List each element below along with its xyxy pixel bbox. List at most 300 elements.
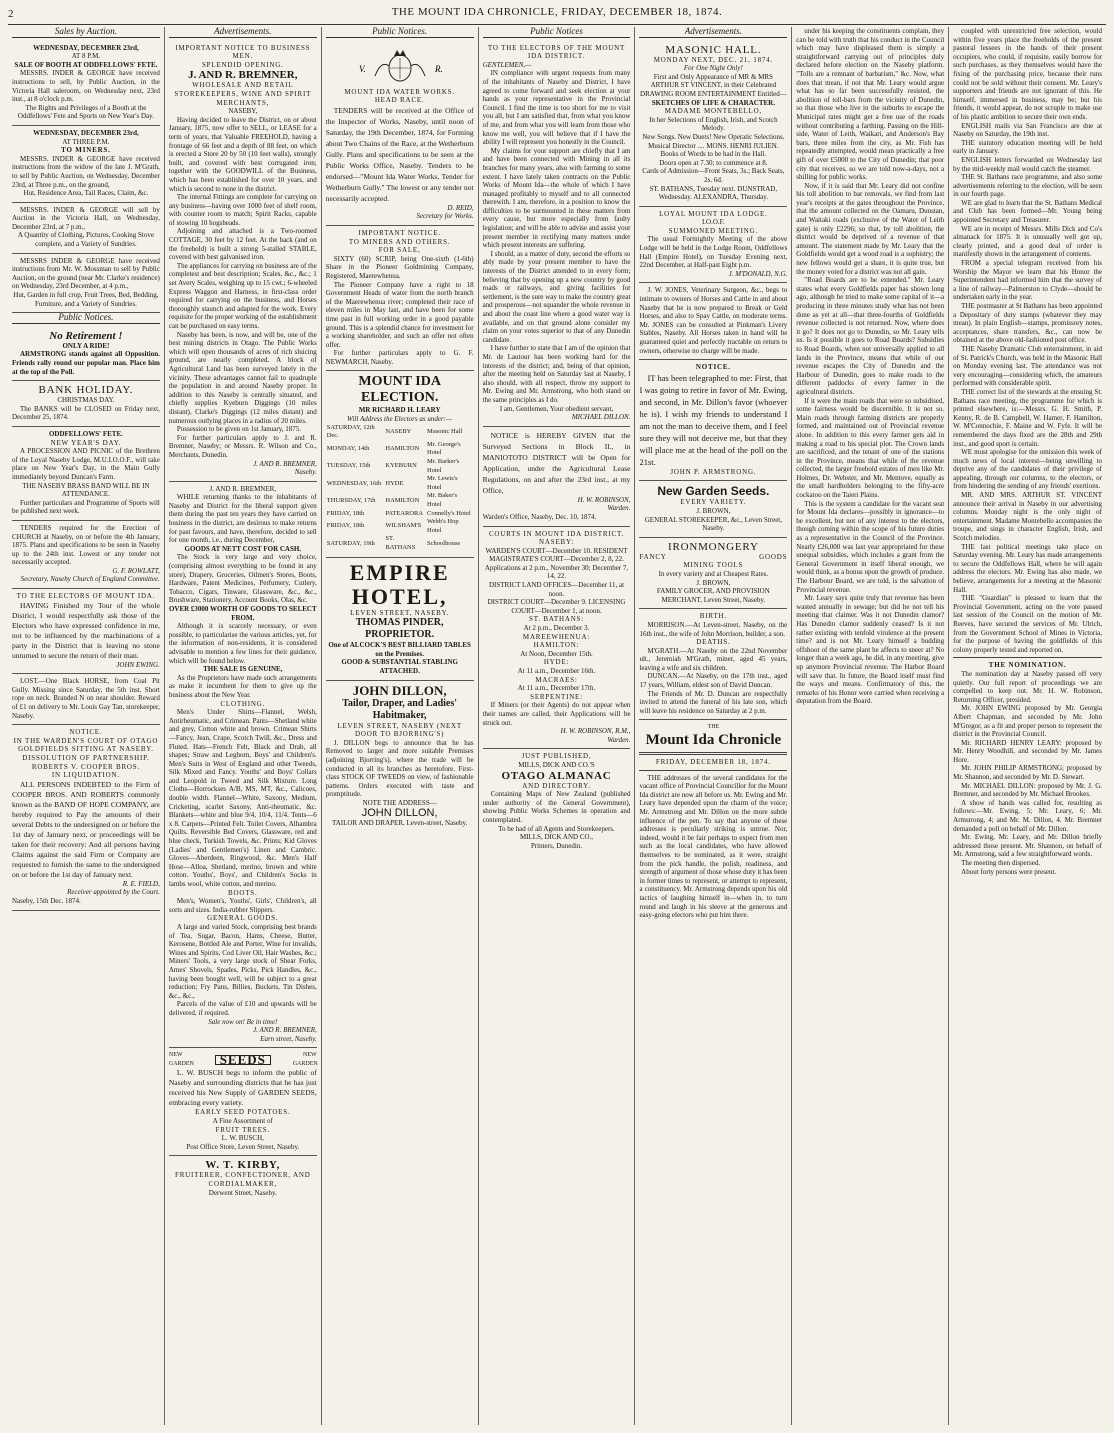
nomination-entry: Mr. JOHN PHILIP ARMSTRONG; proposed by Mr. Shannon, and seconded by Mr. D. Stewart.: [953, 764, 1103, 782]
ad-title: IRONMONGERY: [668, 540, 759, 553]
ad-note: In every variety and at Cheapest Rates.: [658, 569, 769, 578]
church-tender-ad: [12, 521, 160, 589]
meeting-date: FRIDAY, 18th: [326, 522, 365, 530]
column-1: [8, 27, 165, 1425]
sale-body: MESSRS. INDER & GEORGE have received instructions to sell, by Public Auction, in the Victoria Hall saleroom, on Wednesday next, 23rd inst., at 8 o'clock p.m.: [12, 69, 160, 104]
banner-left: NEW GARDEN: [168, 1052, 194, 1067]
ad-body: TENDERS required for the Erection of CHURCH at Naseby, on or before the 4th January, 1875. Plans and specifications to be seen in Naseby up to the 24th inst. Lowest or any tender not necessarily accepted.: [12, 523, 160, 567]
meeting-venue: Mr. Baker's Hotel: [427, 492, 458, 508]
liquidation-label: IN LIQUIDATION.: [51, 771, 120, 780]
columns: [8, 27, 1106, 1425]
ad-subtitle: MINING TOOLS: [683, 561, 744, 570]
ad-body: IN compliance with urgent requests from many of the inhabitants of Naseby and District, I have agreed to come forward and seek election at your hands as your representative in the Provincial Council. I find the time is too short for me to visit you all, but I am satisfied that, from what you know of me, and from what you will learn from those who know me well, you will believe that if I have the ability I will represent you honestly in the Council.: [482, 69, 631, 147]
booth-sale-ad: [12, 41, 160, 126]
seeds-banner: [169, 1051, 317, 1068]
court-place: HYDE:: [543, 658, 570, 667]
court-place: ST. BATHANS:: [529, 615, 584, 624]
bank-holiday-ad: [12, 381, 160, 427]
signature: G. F. ROWLATT,: [112, 566, 160, 575]
birth-heading: BIRTH.: [699, 612, 727, 621]
ad-body: Doors open at 7.30; to commence at 8.: [659, 158, 768, 167]
scrip-sale-ad: [326, 226, 474, 372]
court-times: DISTRICT COURT—December 9. LICENSING COURT—December 1, at noon.: [487, 598, 626, 615]
closing: I am, Gentlemen, Your obedient servant,: [499, 404, 614, 413]
news-item: WE are in receipt of Messrs. Mills Dick and Co's almanack for 1875. It is unusually well got up, clearly printed, and a good deal of order is manifestly shown in the arrangement of contents.: [953, 224, 1103, 259]
section-heading: Public Notices.: [12, 313, 160, 324]
news-item: THE St. Bathans race programme, and also some advertisements referring to the election, will be seen in our fourth page.: [953, 173, 1103, 199]
firm-name: MILLS, DICK AND CO.'S: [518, 760, 595, 769]
meeting-row: [326, 441, 474, 458]
ad-title: OTAGO ALMANAC: [501, 769, 612, 782]
ad-subtitle: TO MINERS AND OTHERS.: [348, 237, 451, 246]
notice-date: Naseby, 15th Dec. 1874.: [12, 896, 81, 905]
ad-title: TO THE ELECTORS OF MOUNT IDA.: [16, 592, 156, 601]
ad-body: HAVING Finished my Tour of the whole District, I would respectfully ask those of the Electors who have expressed confidence in me, not to be influenced by the machinations of a party in the District that is leaving no stone unturned to secure the return of their man.: [12, 600, 160, 660]
salutation: GENTLEMEN,—: [482, 60, 532, 69]
ad-body: TENDERS will be received at the Office of the Inspector of Works, Naseby, until noon of Saturday, the 19th December, 1874, for Forming about Two Chains of the Race, at the Wetherburn Gully. Plans and specifications to be seen at the Public Works Office, Naseby. Tenders to be endorsed—"Mount Ida Water Works, Tender for Wetherburn Gully." The lowest or any tender not necessarily accepted.: [325, 105, 474, 203]
signature-title: Secretary for Works.: [416, 212, 474, 221]
ad-body: ALL PERSONS INDEBTED to the Firm of COOPER BROS. AND ROBERTS commonly known as the BAND OF HOPE COMPANY, are hereby required to Pay the amounts of their several Debts to the undersigned on or before the 1st day of January next, or proceedings will be taken for their recovery: And all persons having Claims against the said Firm or Company are requested to furnish the same to the undersigned on or before the 1st day of January next.: [12, 779, 160, 879]
ad-title: IMPORTANT NOTICE.: [358, 228, 441, 237]
section-heading: Public Notices: [483, 27, 631, 38]
meeting-row: [326, 510, 474, 519]
ad-note: For One Night Only!: [683, 64, 743, 73]
firm-address: LEVEN STREET, NASEBY (NEXT DOOR TO BJORRING'S): [337, 721, 462, 739]
masthead-the: THE: [707, 724, 720, 731]
editorial-body: "Road Boards are to be extended." Mr. Leary states what every Goldfields paper has shown long ago, although he tried to make some capital of it—a producing in three minutes study what has not been done as yet at all—that three-fourths of Goldfields revenue collected is not returned. Now, where does it go? It does not go to Dunedin, so Mr. Leary tells us. Is it possible it goes to Road Boards? Subsidies to Road Boards, when not universally applied to all lands in the Province, means that while of our revenue escapes the City of Dunedin and the Harbour of Dunedin, goes to make roads to the different paddocks of every farmer in the agricultural districts.: [796, 276, 945, 396]
meeting-venue: Mr. George's Hotel: [427, 440, 461, 457]
court-times: At 11 a.m., December 17th.: [517, 684, 596, 693]
signature-title: Printers, Dunedin.: [530, 841, 583, 850]
ad-title: IMPORTANT NOTICE TO BUSINESS MEN.: [175, 43, 311, 61]
paper-title: Mount Ida Chronicle: [645, 732, 782, 749]
editorial-body: THE addresses of the several candidates for the vacant office of Provincial Councillor for the Mount Ida district are now all before us. Mr. Ewing and Mr. Leary have depended upon the charm of the voice; Mr. Armstrong and Mr. Dillon on the more subtle influence of the pen. To say that anyone of these addresses is peculiarly striking is untrue. Nor, indeed, would it be fair perhaps to expect from men such as the local candidates, who have allowed themselves to be nominated, as it were, straight from the pick handle, the polish, readiness, and strength of argument of those whose duty it has been in former times to represent, or attempt to represent, a constituency. Mr. Armstrong depends upon his old tactics of laughing himself in—when in, to turn round and laugh in his sleeve at the generous and easy-going electors who put him there.: [639, 773, 788, 920]
page-number: 2: [8, 8, 14, 20]
sale-items: The Rights and Privileges of a Booth at the Oddfellows' Fete and Sports on New Year's Day.: [17, 103, 154, 121]
court-place: MACRAES:: [535, 675, 578, 684]
ad-body: New Songs. New Duets! New Operatic Selections.: [642, 132, 785, 141]
firm-name: J. BROWN,: [696, 578, 731, 587]
firm-description: FAMILY GROCER, AND PROVISION MERCHANT, Leven Street, Naseby.: [656, 587, 770, 604]
signature-town: Naseby.: [294, 468, 317, 477]
ad-body: The usual Fortnightly Meeting of the above Lodge will be held in the Lodge Room, Oddfellows Hall (Empire Hotel), on Tuesday Evening next, 22nd December, at Half-past Eight p.m.: [639, 235, 788, 270]
death-entry: M'GRATH.—At Naseby on the 22nd November ult., Jeremiah M'Grath, miner, aged 45 years, leaving a wife and six children.: [639, 646, 788, 672]
news-item: THE "Guardian" is pleased to learn that the Provincial Government, acting on the vote passed last session of the Council on the motion of Mr. Reeves, have secured the services of Mr. Ulrich, from the Government School of Mines in Victoria, for the purpose of having the goldfields of this colony properly tested and reported on.: [953, 594, 1103, 654]
signature: J. AND R. BREMNER,: [253, 459, 317, 468]
ad-subtitle: Will Address the Electors as under:—: [347, 415, 453, 424]
funeral-notice: The Friends of Mr. D. Duncan are respectfully invited to attend the funeral of his late son, which will leave his residence on Saturday at 2 p.m.: [639, 689, 788, 715]
ad-body: Musical Director .... MONS. HENRI JULIEN.: [648, 141, 779, 150]
ad-body: If Miners (or their Agents) do not appear when their names are called, their Applications will be struck out.: [482, 701, 631, 727]
firm-name: J. BROWN,: [696, 506, 731, 515]
ad-heading: CLOTHING.: [220, 699, 266, 708]
firm-description: FRUITERER, CONFECTIONER, AND CORDIALMAKER,: [175, 1171, 311, 1189]
ad-subtitle: HEAD RACE.: [374, 96, 425, 105]
ad-body: SIXTY (60) SCRIP, being One-sixth (1-6th) Share in the Pioneer Goldmining Company, Registered, Maerewhenua.: [325, 254, 474, 280]
ad-body: L. W. BUSCH begs to inform the public of Naseby and surrounding districts that he has just received his New Supply of GARDEN SEEDS, embracing every variety.: [168, 1068, 317, 1108]
meeting-venue: Mr. Barker's Hotel: [427, 458, 460, 474]
meeting-place: HAMILTON: [385, 496, 420, 504]
ad-body: The Pioneer Company have a right to 18 Government Heads of water from the north branch of the Maerewhenua river; completed their race of eleven miles in May last, and have been for some time past in full working order in a good payable ground. This is a splendid chance for investment for a working shareholder, and such an offer not often offer.: [325, 280, 474, 349]
ad-subtitle: SPLENDID OPENING.: [201, 60, 284, 69]
signature-title: Receiver appointed by the Court.: [67, 888, 160, 897]
editorial-body: If it were the main roads that were so subsidised, some fairness would be discernible. It is not so. Main roads through farming districts are properly formed, and maintained out of Provincial revenue alone. In addition to this every farmer gets aid in making a road to his special plot. The Crown lands are sacrificed, and the tenant of one of the stations in the Province, means that while of the revenue collected, the larger freehold estates of men like Mr. Holmes, Dr. Webster, and Mr. Mentove, equally as the small hardholders belonging to the fifty-acre cockatoo on the Taieri Plains.: [796, 396, 945, 500]
sale-time: AT 8 P.M.: [71, 52, 101, 61]
ad-title: ODDFELLOWS' FETE.: [48, 429, 123, 438]
ad-heading: FRUIT TREES.: [215, 1125, 271, 1134]
show-title: SKETCHES OF LIFE & CHARACTER.: [651, 98, 775, 107]
ad-title: LOYAL MOUNT IDA LODGE.: [659, 209, 768, 218]
ad-body: A PROCESSION AND PICNIC of the Brethren of the Loyal Naseby Lodge, M.U.I.O.O.F., will take place on New Year's Day, in the Main Gully immediately beyond Duncan's Farm.: [12, 447, 160, 481]
court-times: WARDEN'S COURT—December 10. RESIDENT MAGISTRATE'S COURT—December 2, 8, 22.: [485, 546, 628, 564]
meeting-place: PATEARORA: [385, 509, 424, 517]
section-heading: Advertisements.: [639, 27, 787, 38]
royal-crest-icon: [355, 46, 445, 86]
ad-body: LOST.—One Black HORSE, from Coal Pit Gully. Missing since Saturday, the 5th inst. Short rope on neck. Branded N on near shoulder. Reward of £1 on delivery to Mr. Louis Gay Tan, storekeeper, Naseby.: [12, 677, 160, 720]
meeting-date: FRIDAY, 18th: [326, 509, 365, 517]
ad-subtitle: I.O.O.F.: [701, 218, 725, 227]
ad-heading: SUMMONED MEETING.: [668, 226, 759, 235]
bremner-cash-sale-ad: [169, 482, 317, 1049]
banner-right: NEW GARDEN: [292, 1052, 318, 1067]
meeting-place: HAMILTON: [385, 445, 420, 453]
sale-date: WEDNESDAY, DECEMBER 23rd,: [33, 128, 139, 137]
brown-seeds-ad: [639, 481, 787, 537]
ad-body: First and Only Appearance of MR & MRS ARTHUR ST VINCENT, in their Celebrated DRAWING ROOM ENTERTAINMENT Entitled—: [640, 72, 787, 98]
ad-body: NOTICE is HEREBY GIVEN that the Surveyed Sections in Block II., in MANIOTOTO DISTRICT will be Open for Application, under the Agricultural Lease Regulations, on and after the 23rd inst., at my Office,: [482, 430, 631, 495]
editorial-body: under his keeping the constituents complain, they can be told with truth that his conduct in the Council which may have displeased them is simply a straightforward carrying out of principles duly declared before election on the Naseby platform. "Tolls are a remnant of barbarism," &c. Now, what does that mean, if not that Mr. Leary would argue what has so far been successfully resisted, the abolition of toll-bars from the vicinity of Dunedin, so that those who live in the suburbs to escape the Municipal rates might get a free use of the roads without contributing a farthing. Passing on the Hill-side, Water of Leith, Waikari, and Anderson's Bay bars, three miles from the city, as Mr. Fish has repeatedly attempted, would mean practically a free gift of over £5000 to the City of Dunedin; that poor city that receives, so we are told now-a-days, not a shilling for public works.: [796, 27, 945, 182]
news-item: THE last political meetings take place on Saturday evening. Mr. Leary has made arrangements to secure the Oddfellows Hall, where he will again address the electors. Mr. Ewing has also made, we believe, arrangements for a meeting at the Masonic Hall.: [953, 542, 1103, 594]
ad-heading: FOR SALE,: [378, 246, 421, 255]
ad-body: The Stock is very large and very choice, (comprising almost everything to be found in any store), Drapery, Groceries, Oilmen's Stores, Boots, Hardware, Patent Medicines, Perfumery, Cutlery, Tobacco, Cigars, Tinware, Glassware, &c., &c., Brushware, Stationery, Account Books, Olas, &c.: [168, 553, 317, 605]
ad-title: MOUNT IDA ELECTION.: [358, 374, 441, 406]
ad-body: The BANKS will be CLOSED on Friday next, December 25, 1874.: [12, 404, 160, 422]
sale-items: A Quantity of Clothing, Pictures, Cooking Stove complete, and a Variety of Sundries.: [17, 231, 154, 249]
page-header: [8, 6, 1106, 25]
section-heading: Sales by Auction.: [12, 27, 160, 38]
sale-title: TO MINERS.: [61, 146, 111, 155]
column-4: [479, 27, 636, 1425]
firm-name: W. T. KIRBY,: [205, 1159, 281, 1172]
court-times: At 2 p.m., December 3.: [523, 624, 590, 633]
ad-body: A large and varied Stock, comprising best brands of Tea, Sugar, Bacon, Hams, Cheese, Butter, Kerosene, Bottled Ale and Porter, Wine for invalids, Wines and Spirits, Cod Liver Oil, Hair Washes, &c.; Miners' Tools, a very large stock of Shear Forks, Ames' Shovels, Spades, Picks, Pick Handles, &c., having been bought well, will be subject to a great reduction; Fry Pans, Billies, Buckets, Tin Dishes, &c., &c.,: [168, 922, 317, 1000]
ad-note: THE NASEBY BRASS BAND WILL BE IN ATTENDANCE.: [22, 481, 150, 499]
ad-body: Men's, Women's, Youths', Girls', Children's, all sorts and sizes. India-rubber Slippers.: [168, 897, 317, 914]
meeting-date: WEDNESDAY, 16th: [326, 479, 382, 487]
signature-title: Secretary, Naseby Church of England Committee.: [20, 575, 160, 584]
court-place: MAREEWHENUA:: [522, 632, 591, 641]
meeting-place: WILSHAM'S: [385, 522, 422, 530]
news-items: [953, 122, 1102, 655]
editorial-body: Mr. Leary says quite truly that revenue has been wasted annually in sewage; but did he not tell his meeting that claimer. Was it not Dunedin clamor? Has Dunedin clamor suddenly ceased? Is it not rather existing with tenfold virulence at the present time? and is not Mr. Leary himself a budding offshoot of the same plant he affects to sneer at? No longer than a week ago, he did, in any meeting, give up anymore Provincial revenue. The Harbor Board will save that. In future, the Board itself must find the ways and means. Confirmatory of this, the remarks of his Honor were carried when receiving a deputation from the Board.: [796, 594, 945, 706]
ad-heading: GENERAL GOODS.: [207, 914, 279, 923]
meeting-row: [326, 424, 474, 441]
courts-notice: [483, 527, 631, 750]
meeting-row: [326, 518, 474, 535]
sale-body: MESSRS. INDER & GEORGE have received instructions from the widow of the late J. M'Grath, to sell by Public Auction, on Wednesday, December 23rd, at Three p.m., on the ground,: [12, 154, 160, 189]
court-place: HAMILTON:: [533, 641, 580, 650]
meeting-venue: Webb's Hop Hotel: [427, 518, 459, 534]
signature: H. W. ROBINSON, R.M.,: [560, 727, 631, 736]
ad-body: Having decided to leave the District, on or about January, 1875, now offer to SELL, or LEASE for a term of years, that Valuable FREEHOLD, having a frontage of 66 feet and a depth of 88 feet, on which is erected a Store 20 by 50 (10 feet walls), strongly built, and covered with best corrugated iron; together with the GOODWILL of the Business, which has been established for over 10 years, and which is second to none in the district.: [168, 115, 317, 193]
column-6: [792, 27, 949, 1425]
ad-title: TO THE ELECTORS OF THE MOUNT IDA DISTRICT.: [487, 43, 626, 61]
jones-vet-ad: [639, 283, 787, 360]
ad-heading: EARLY SEED POTATOES.: [195, 1108, 291, 1117]
meetings-table: [326, 424, 474, 553]
meeting-row: [326, 475, 474, 492]
meeting-date: MONDAY, 14th: [326, 445, 370, 453]
news-item: FROM a special telegram received from his Worship the Mayor we learn that his Honor the Superintendent had informed him that the survey of a line of railway—Palmerston to Clyde—should be undertaken early in the year.: [953, 259, 1103, 302]
ad-title: MASONIC HALL.: [665, 43, 762, 56]
ad-body: Possession to be given on 1st January, 1875.: [176, 425, 302, 434]
nomination-entry: Mr. RICHARD HENRY LEARY: proposed by Mr. Henry Woodhill, and seconded by Mr. James Hore.: [953, 738, 1103, 764]
paper-date: FRIDAY, DECEMBER 18, 1874.: [655, 758, 771, 767]
empire-hotel-ad: [326, 558, 474, 681]
firm-town: NASEBY,: [228, 107, 258, 116]
editorial-body: This is the system a candidate for the vacant seat for Mount Ida declares—possibly in ignorance—to be excellent, but not of any interest to the electors, though coming within the scope of his future duties as a representative in the Council of the Province. Nearly £26,000 was last year appropriated for these unequal subsidies, which includes a grant from the General Government in itself liberal enough, we would think, as a bonus upon the growth of produce. The Harbour Board, we are told, is the salvation of Provincial revenue.: [796, 499, 945, 594]
ad-body: My claims for your support are chiefly that I am and have been connected with Mining in all its branches for many years, also with farming to some extent. I have lately taken contracts on the Public Works of Mount Ida—the whole of which I have managed profitably to myself and to all connected therewith. I am, therefore, in a position to know the difficulties to be surmounted in these matters from every cause, but more especially from faulty legislation; and will be able to advise and assist your present member in rectifying many matters under which present interests are suffering.: [482, 146, 631, 250]
ad-body: J. W. JONES, Veterinary Surgeon, &c., begs to intimate to owners of Horses and Cattle in and about Naseby that he is now prepared to Break or Geld Horses, and also to Spay Cattle, on moderate terms. Mr. JONES can be consulted at Pinkman's Livery Stables, Naseby. All Horses taken in hand will be guaranteed quiet and perfectly tractable on return to owners, otherwise no charge will be made.: [639, 286, 788, 355]
ad-title: EMPIRE HOTEL,: [349, 559, 450, 609]
court-times: At Noon, December 15th.: [520, 649, 593, 658]
signature: J. AND R. BREMNER,: [253, 1026, 317, 1035]
column-7: [949, 27, 1106, 1425]
meeting-place: ST. BATHANS: [385, 535, 416, 551]
ad-body: In her Selections of English, Irish, and Scotch Melody.: [649, 115, 778, 133]
ad-body: Books of Words to be had in the Hall.: [660, 150, 767, 159]
court-times: DISTRICT LAND OFFICES—December 11, at noon.: [488, 581, 625, 598]
crest-letter-v: V.: [358, 63, 366, 74]
hotel-feature: GOOD & SUBSTANTIAL STABLING ATTACHED.: [341, 658, 458, 675]
meeting-venue: Connelly's Hotel: [427, 509, 471, 517]
fancy-label: FANCY: [639, 552, 667, 561]
kirby-ad: [169, 1156, 317, 1201]
firm-description: WHOLESALE AND RETAIL STOREKEEPERS, WINE AND SPIRIT MERCHANTS,: [174, 81, 312, 107]
sale-time: AT THREE P.M.: [62, 137, 110, 146]
ad-title: COURTS IN MOUNT IDA DISTRICT.: [488, 529, 625, 538]
ad-body: Containing Maps of New Zealand (published under authority of the General Government), showing Public Works Schemes in operation and contemplated.: [482, 790, 631, 824]
editorial-body: Now, if it is said that Mr. Leary did not confine his toll abolition to bar removals, we find from last year's receipts at the gates throughout the Province, that the amount collected on the Oamaru, Dunstan, and Waitaki roads (exclusive of the Water of Leith gate) is only £2296; so that, by toll abolition, the district would be deprived of a revenue of that amount. The statement made by Mr. Leary that the Goldfields would get a wood road is a sophistry; the new fellows would get a share, it is quite true, but the money voted for a district was not all gain.: [796, 181, 945, 276]
ad-heading: BOOTS.: [228, 888, 258, 897]
firm-name: J. AND R. BREMNER,: [209, 484, 277, 493]
ad-heading: THE SALE IS GENUINE,: [203, 665, 283, 674]
meeting-place: HYDE: [385, 479, 404, 487]
proprietor: THOMAS PINDER, PROPRIETOR.: [355, 617, 444, 641]
crest-letter-r: R.: [434, 63, 443, 74]
nomination-body: Mr. Ewing, Mr. Leary, and Mr. Dillon briefly addressed those present. Mr. Shannon, on behalf of Mr. Armstrong, said a few straightforward words.: [953, 833, 1103, 859]
armstrong-notice: [639, 360, 787, 481]
goods-label: GOODS: [759, 552, 788, 561]
ad-note: Sale now on! Be in time!: [208, 1017, 278, 1026]
meeting-venue: Schoolhouse: [427, 539, 461, 547]
firm-name-large: JOHN DILLON,: [361, 807, 438, 820]
hotel-address: LEVEN STREET, NASEBY.: [350, 608, 450, 617]
sale-body: MESSRS. INDER & GEORGE will sell by Auction in the Victoria Hall, on Wednesday, December 23rd, at 7 p.m.,: [12, 205, 160, 231]
meeting-row: [326, 492, 474, 509]
nomination-entry: Mr. JOHN EWING proposed by Mr. Georgia Albert Chapman, and seconded by Mr. John M'Gregor, as a fit and proper person to represent the district in the Provincial Council.: [953, 704, 1103, 739]
ad-body: WHILE returning thanks to the inhabitants of Naseby and District for the liberal support given them during the past ten years they have carried on business in the district, are desirous to make returns for past favours, and have, therefore, decided to sell for one month, i.e., during December,: [168, 493, 317, 545]
ad-body: Naseby has been, is now, and will be, one of the best mining districts in Otago. The Public Works which will open thousands of acres of rich sluicing ground, are nearly completed. A block of Agricultural Land has been surveyed lately in the vicinity. These advantages cannot fail to quadruple the population in and around Naseby proper. In addition to this Naseby is centrally situated, and chiefly supplies Kyeburn Diggings (10 miles distant), Clarke's Diggings (12 miles distant) and numerous outlying places in a radius of 20 miles.: [168, 330, 317, 425]
sale-title: SALE OF BOOTH AT ODDFELLOWS' FETE.: [14, 60, 158, 69]
dillon-address: [483, 41, 631, 427]
hall-sale-ad: [12, 203, 160, 254]
court-place: NASEBY:: [539, 538, 574, 547]
meeting-date: THURSDAY, 17th: [326, 496, 376, 504]
meeting-venue: Mr. Lewis's Hotel: [427, 475, 458, 491]
editorial-masthead: [639, 720, 787, 919]
ad-heading: JUST PUBLISHED,: [521, 752, 592, 761]
news-item: ENGLISH letters forwarded on Wednesday last by the mid-weekly mail would catch the steamer.: [953, 155, 1103, 173]
dillon-tailor-ad: [326, 681, 474, 833]
banner-title: SEEDS: [215, 1055, 271, 1066]
retirement-ad: [12, 327, 160, 381]
signature: MILLS, DICK AND CO.,: [519, 833, 594, 842]
firm-name: J. AND R. BREMNER,: [188, 69, 298, 82]
masthead-line: THE MOUNT IDA CHRONICLE, FRIDAY, DECEMBER 18, 1874.: [391, 6, 723, 18]
signature-title: Warden.: [607, 735, 631, 744]
meeting-row: [326, 535, 474, 552]
firm-description: GENERAL STOREKEEPER, &c., Leven Street, Naseby.: [644, 515, 782, 533]
lodge-meeting-ad: [639, 207, 787, 284]
ad-title: NOTICE.: [69, 728, 103, 737]
ad-title: BANK HOLIDAY.: [38, 384, 134, 397]
hotel-feature: One of ALCOCK'S BEST BILLIARD TABLES on the Premises.: [328, 641, 471, 658]
ad-body: Men's Under Shirts—Flannel, Welsh, Antirheumatic, and Crimean. Pants—Shetland white and grey, Cotton white and brown. Crimean Shirts—Fancy, Jean, Crape, Scotch Twill, &c., Dress and Fluted. Hats—French Felt, Black and Drab, all shapes; Straw and Leghorn, Boys' and Children's. Men's Suits in West of England and other Tweeds, Silk Mixed and Fancy. Youths' and Boys' Collars and Leopold in Tweed and Silk Mixture. Long Cloths—Horrockses A/B, MS, MT, &c., Calicoes, double width. Flannel—White, Saxony, Medium, Cricketing, scarlet Saxony, Anti-rheumatic, &c. Blankets—white and blue 9/4, 10/4, 11/4. Tents—6 x 8. Carpets—Printed Felt. Toilet Covers, Alhambra Quilts. Reversible Bed Covers, Glassware, red and blue check, Turkish Towels, &c. Prints; Kid Gloves (Ladies' and Gentlemen's) Linen and Cambric. Gloves—Aberdeen, Ringwood, &c. Men's Half Hose—Alloa, Shetland, merino, brown and white cotton. Youths', Boys', and Children's Socks in lambs wool, white cotton, and merino.: [168, 708, 317, 888]
column-2: [165, 27, 322, 1425]
signature: JOHN P. ARMSTRONG.: [670, 467, 757, 476]
ad-title: No Retirement !: [49, 329, 123, 342]
ad-note: To be had of all Agents and Storekeepers.: [498, 824, 615, 833]
column-5: [635, 27, 792, 1425]
meeting-date: TUESDAY, 15th: [326, 462, 371, 470]
firm-name: JOHN DILLON,: [352, 682, 447, 698]
ad-body: ST. BATHANS, Tuesday next. DUNSTRAD, Wednesday. ALEXANDRA, Thursday.: [649, 184, 778, 202]
news-item: MR. AND MRS. ARTHUR ST. VINCENT announce their arrival in Naseby in our advertising columns. Monday night is the only night of entertainment. Madame Montebello accompanies the troupe, and sings in character English, Irish, and Scotch melodies.: [953, 491, 1103, 543]
event-date: MONDAY NEXT, DEC. 21, 1874.: [653, 55, 774, 64]
fancy-goods-row: [639, 553, 787, 562]
death-entry: DUNCAN.—At Naseby, on the 17th inst., aged 17 years, William, eldest son of David Duncan.: [639, 672, 788, 690]
ad-subtitle: AND DIRECTORY.: [522, 781, 591, 790]
ad-body: As the Proprietors have made such arrangements as make it incumbent for them to give up the business about the New Year.: [168, 673, 317, 699]
candidate-name: MR RICHARD H. LEARY: [358, 406, 441, 415]
ad-body: J. DILLON begs to announce that he has Removed to larger and more suitable Premises (adjoining Bjorring's), where the trade will be conducted in all its branches as heretofore. First-class STOCK OF TWEEDS on view, of fashionable patterns. Orders executed with taste and promptitude.: [325, 738, 474, 799]
liquidation-notice: [12, 725, 160, 910]
sale-items: Hut, Garden in full crop, Fruit Trees, Bed, Bedding, Furniture, and a Variety of Sundries.: [13, 291, 159, 308]
dissolution: DISSOLUTION OF PARTNERSHIP.: [22, 754, 150, 762]
ad-body: ARMSTRONG stands against all Opposition. Friends rally round our popular man. Place him at the top of the Poll.: [12, 350, 160, 376]
ad-body: The appliances for carrying on business are of the completest and best description; Scales, &c., &c.; 1 set Avery Scales, weighing up to 15 cwt.; 6-wheeled Express Waggon and Harness, in first-class order required for carrying on the business, and Horses thoroughly staunch and adapted for the work. Every requisite for the proper working of the establishment can be purchased on easy terms.: [168, 261, 317, 330]
ad-heading: GOODS AT NETT COST FOR CASH.: [184, 544, 302, 553]
ad-body: Cards of Admission—Front Seats, 3s.; Back Seats, 2s. 6d.: [642, 167, 785, 184]
ad-body: The internal Fittings are complete for carrying on any business—having over 1000 feet of shelf room, with counter room to match; Spirit Racks, capable of stowing 10 hogsheads.: [168, 193, 317, 227]
signature: L. W. BUSCH,: [221, 1134, 264, 1143]
ewing-address: [12, 589, 160, 674]
ad-body: I have further to state that I am of the opinion that Mr. de Lautour has been working hard for the interests of the district; and, being of that opinion, after the meeting held on Saturday last at Naseby, I also should, with all respect, throw my support to Mr. Ewing and Mr. Armstrong, who both stand on the same principles as I do.: [482, 344, 631, 404]
section-heading: Public Notices.: [326, 27, 474, 38]
masonic-hall-ad: [639, 41, 787, 207]
almanac-ad: [483, 749, 631, 854]
meeting-date: SATURDAY, 19th: [326, 539, 375, 547]
signature: R. E. FIELD,: [122, 879, 160, 888]
ad-title: NOTICE.: [695, 363, 731, 372]
deaths-heading: DEATHS.: [696, 638, 731, 647]
ad-body: Adjoining and attached is a Two-roomed COTTAGE, 30 feet by 12 feet. At the back (and on the freehold) is built a strong 5-stalled STABLE, covered with best galvanised iron.: [168, 227, 317, 262]
leary-election-ad: [326, 371, 474, 557]
signature: H. W. ROBINSON,: [577, 495, 631, 504]
busch-seeds-ad: [169, 1048, 317, 1156]
court-times: Applications at 2 p.m., November 30; December 7, 14, 22.: [484, 563, 629, 581]
ad-subtitle: NEW YEAR'S DAY.: [50, 438, 122, 447]
nomination-body: The nomination day at Naseby passed off very quietly. Our full report of proceedings we are compelled to keep out. Mr. H. W. Robinson, Returning Officer, presided.: [953, 669, 1103, 704]
ad-subtitle: CHRISTMAS DAY.: [57, 396, 115, 405]
court-times: At 11 a.m., December 16th.: [517, 667, 596, 675]
firm-trade: Tailor, Draper, and Ladies' Habitmaker,: [342, 697, 458, 721]
court-place: SERPENTINE:: [530, 692, 583, 701]
sale-body: MESSRS INDER & GEORGE have received instructions from Mr. W. Mossman to sell by Public Auction, on the ground (near Mr. Clarke's residence) on Wednesday, 23rd December, at 4 p.m.,: [12, 256, 160, 291]
news-item: THE postmaster at St Bathans has been appointed a Depositary of duty stamps (whatever they may mean). In plain English—stamps, promissory notes, acceptances, share transfers, &c., can now be obtained at the above old-fashioned post office.: [953, 302, 1103, 345]
ironmongery-ad: [639, 538, 787, 610]
signature: MICHAEL DILLON.: [571, 413, 631, 422]
nomination-body: A show of hands was called for, resulting as follows:—Mr. Ewing, 5; Mr. Leary, 6; Mr. Armstrong, 4; and Mr. M. Dillon, 4. Mr. Bremner demanded a poll on behalf of Mr. Dillon.: [953, 798, 1103, 833]
signature-address: Post Office Store, Leven Street, Naseby.: [186, 1142, 300, 1151]
signature-town: Earn street, Naseby.: [260, 1034, 317, 1043]
ad-body: IT has been telegraphed to me: First, that I was going to retire in favor of Mr. Ewing, and second, in Mr. Dillon's favor (whoever he is). I wish my friends to understand I am not the man to deceive them, and I feel sure they will not deceive me, but that they will place me at the head of the poll on the 21st.: [639, 372, 788, 467]
meeting-place: KYEBURN: [385, 462, 417, 470]
ad-body: For further particulars apply to G. F. NEWMARCH, Naseby.: [325, 349, 474, 366]
news-item: THE correct list of the stewards at the ensuing St. Bathans race meeting, the programme for which is printed elsewhere, is:—Messrs. G. H. Smith, P. Kenny, R. de B. Campbell, W. Hamer, F. Hamilton, W. M'Connochie, F. Maine and W. Fyfe. It will be remembered the days fixed are the 28th and 29th inst., and good sport is certain.: [953, 387, 1103, 448]
news-item: WE must apologise for the omission this week of much news of local interest—being unwilling to deprive any of the candidates of their privilege of appealing, through our columns, to the electors, or from hindering the sending of any friends' exertions.: [953, 448, 1103, 491]
ad-title: MOUNT IDA WATER WORKS.: [344, 87, 455, 96]
section-heading: Advertisements.: [169, 27, 317, 38]
news-item: WE are glad to learn that the St. Bathans Medical and Club has been formed—Mr. Young being appointed Secretary and Treasurer.: [953, 198, 1103, 225]
nomination-entry: Mr. MICHAEL DILLON: proposed by Mr. J. G. Bremner, and seconded by Mr. Michael Brookes.: [953, 781, 1103, 799]
mossman-sale-ad: [12, 254, 160, 314]
births-deaths: [639, 609, 787, 720]
signature: D. REID,: [447, 203, 474, 212]
ad-note: A Fine Assortment of: [212, 1117, 273, 1126]
news-item: THE statutory education meeting will be held early in January.: [953, 138, 1103, 156]
ad-heading: OVER £3000 WORTH OF GOODS TO SELECT FROM.: [168, 605, 317, 622]
court-name: IN THE WARDEN'S COURT OF OTAGO GOLDFIELDS SITTING AT NASEBY.: [13, 736, 159, 754]
column-3: [322, 27, 479, 1425]
lost-horse-ad: [12, 674, 160, 725]
meeting-venue: Masonic Hall: [427, 427, 463, 435]
fete-ad: [12, 427, 160, 521]
water-works-tender: [326, 41, 474, 226]
ad-title: New Garden Seeds.: [657, 484, 770, 499]
ad-note: NOTE THE ADDRESS—: [362, 798, 437, 807]
meeting-row: [326, 458, 474, 475]
ad-footer: Further particulars and Programme of Sports will be published next week.: [12, 498, 160, 516]
news-item: ENGLISH mails via San Francisco are due at Naseby on Saturday, the 19th inst.: [953, 121, 1103, 139]
case-name: ROBERTS V. COOPER BROS.: [31, 762, 141, 771]
ad-body: Parcels of the value of £10 and upwards will be delivered, if required.: [168, 1000, 317, 1017]
sale-date: WEDNESDAY, DECEMBER 23rd,: [33, 43, 139, 52]
signature: J. M'DONALD, N.G.: [728, 269, 788, 278]
ad-subtitle: ONLY A RIDE!: [62, 341, 110, 350]
ad-subtitle: EVERY VARIETY.: [680, 498, 747, 507]
miners-sale-ad: [12, 126, 160, 203]
meeting-place: NASEBY: [385, 427, 412, 435]
nomination-title: THE NOMINATION.: [988, 661, 1067, 670]
firm-address: TAILOR AND DRAPER, Leven-street, Naseby.: [332, 819, 468, 828]
ad-body: I should, as a matter of duty, second the efforts so ably made by your present member to have the interests of the District attended to in every form; believing that by opening up a new country by good roads or railways, and giving facilities for settlement, is the sure way to make the country great and prosperous—not squander the whole revenue in and about the coast line where a good water way is available, and on that ground alone consider my claim on your votes superior to that of any Dunedin candidate.: [482, 249, 631, 344]
ad-body: Although it is scarcely necessary, or even possible, to particularise the various articles, yet, for the information of non-residents, it is considered advisable to mention a few lines for their guidance, which will be found below.: [168, 622, 317, 665]
firm-address: Derwent Street, Naseby.: [208, 1188, 277, 1197]
ad-body: For further particulars apply to J. and R. Bremner, Naseby; or Messrs. R. Wilson and Co., Merchants, Dunedin.: [168, 433, 317, 459]
birth-entry: MORRISON.—At Leven-street, Naseby, on the 16th inst., the wife of John Morrison, builder, a son.: [639, 620, 788, 638]
